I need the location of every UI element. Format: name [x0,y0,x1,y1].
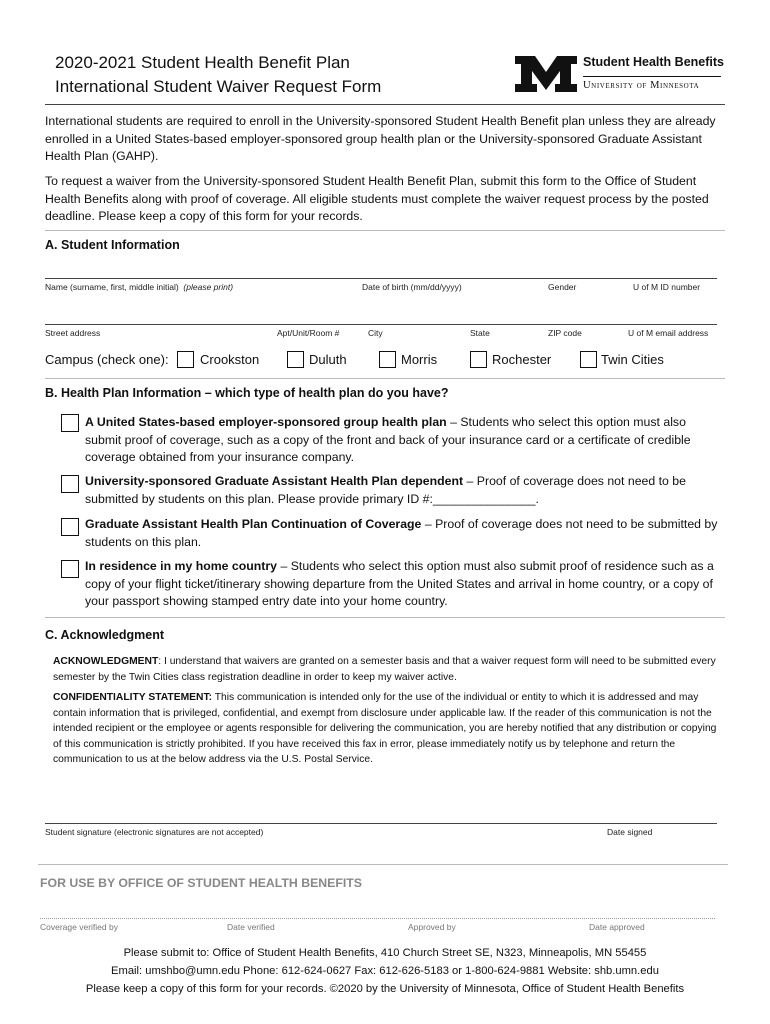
section-b-heading: B. Health Plan Information – which type of health plan do you have? [45,386,449,400]
campus-checkbox-twin-cities[interactable] [580,351,597,368]
date-verified-label: Date verified [227,922,275,932]
street-label: Street address [45,328,101,338]
campus-option-morris: Morris [401,352,438,367]
section-a-divider [45,378,725,379]
intro-paragraph-2: To request a waiver from the University-sponsored Student Health Benefit Plan, submit this form to the Office of Student Health Benefits along with proof of coverage. All eligible students must complete the waiver request process by the posted deadline. Please keep a copy of this form for your records. [45,174,709,223]
section-b-divider [45,617,725,618]
dob-label: Date of birth (mm/dd/yyyy) [362,282,462,292]
plan-checkbox-gahp-dependent[interactable] [61,475,79,493]
row2-input-line[interactable] [45,324,717,325]
plan-option-employer: A United States-based employer-sponsored group health plan – Students who select this option must also submit proof of coverage, such as a copy of the front and back of your insurance card or a certificate of credible coverage obtained from your insurance company. [85,415,691,464]
signature-line[interactable] [45,823,717,824]
brand-name: Student Health Benefits [583,55,724,69]
brand-divider [583,76,721,77]
campus-option-twin-cities: Twin Cities [601,352,664,367]
plan-option-gahp-dependent: University-sponsored Graduate Assistant Health Plan dependent – Proof of coverage does not need to be submitted by students on this plan. Please provide primary ID #:_______________. [85,474,686,506]
campus-checkbox-rochester[interactable] [470,351,487,368]
footer-copyright: Please keep a copy of this form for your records. ©2020 by the University of Minnesota, Office of Student Health Benefits [85,983,685,995]
plan-option-home-country: In residence in my home country – Students who select this option must also submit proof of residence such as a copy of your flight ticket/itinerary showing departure from the United States and arrival in home country, or a copy of your passport showing stamped entry date into your home country. [85,559,714,608]
apt-label: Apt/Unit/Room # [277,328,340,338]
date-approved-label: Date approved [589,922,645,932]
acknowledgment-text: ACKNOWLEDGMENT: I understand that waivers are granted on a semester basis and that a waiver request form will need to be submitted every semester by the Twin Cities class registration deadline in order to keep my waiver active. [53,656,716,683]
footer-contact: Email: umshbo@umn.edu Phone: 612-624-0627 Fax: 612-626-5183 or 1-800-624-9881 Website: shb.umn.edu [111,965,659,977]
header-divider [45,104,725,105]
approved-by-label: Approved by [408,922,456,932]
form-title-line2: International Student Waiver Request Form [55,77,382,96]
date-signed-label: Date signed [607,827,653,837]
email-label: U of M email address [628,328,709,338]
intro-paragraph-1: International students are required to enroll in the University-sponsored Student Health Benefit plan unless they are already enrolled in a United States-based employer-sponsored group health plan or the University-sponsored Graduate Assistant Health Plan (GAHP). [45,114,716,163]
campus-checkbox-crookston[interactable] [177,351,194,368]
campus-option-crookston: Crookston [200,352,260,367]
office-use-heading: FOR USE BY OFFICE OF STUDENT HEALTH BENEFITS [40,876,363,890]
university-m-logo [515,56,577,97]
campus-option-duluth: Duluth [309,352,347,367]
plan-checkbox-home-country[interactable] [61,560,79,578]
form-title-line1: 2020-2021 Student Health Benefit Plan [55,53,350,72]
state-label: State [470,328,490,338]
office-use-line [40,918,715,919]
plan-checkbox-gahp-continuation[interactable] [61,518,79,536]
footer-address: Please submit to: Office of Student Health Benefits, 410 Church Street SE, N323, Minneapolis, MN 55455 [123,947,647,959]
campus-checkbox-morris[interactable] [379,351,396,368]
zip-label: ZIP code [548,328,582,338]
campus-label: Campus (check one): [45,352,169,367]
row1-input-line[interactable] [45,278,717,279]
confidentiality-statement: CONFIDENTIALITY STATEMENT: This communication is intended only for the use of the individual or entity to which it is addressed and may contain information that is privileged, confidential, and exempt from disclosure under applicable law. If the reader of this communication is not the intended recipient or the employee or agents responsible for delivering the communication, you are hereby notified that any distribution or copying of this communication is strictly prohibited. If you have received this fax in error, please immediately notify us by telephone and return the communication to us at the below address via the U.S. Postal Service. [53,692,717,766]
signature-label: Student signature (electronic signatures are not accepted) [45,827,264,837]
campus-option-rochester: Rochester [492,352,552,367]
plan-option-gahp-continuation: Graduate Assistant Health Plan Continuation of Coverage – Proof of coverage does not need to be submitted by students on this plan. [85,517,718,549]
campus-checkbox-duluth[interactable] [287,351,304,368]
name-label: Name (surname, first, middle initial) (please print) [45,282,234,292]
intro-divider [45,230,725,231]
university-name: University of Minnesota [583,80,700,91]
section-c-heading: C. Acknowledgment [45,628,164,642]
city-label: City [368,328,383,338]
plan-checkbox-employer[interactable] [61,414,79,432]
gender-label: Gender [548,282,577,292]
section-c-divider [38,864,728,865]
umid-label: U of M ID number [633,282,701,292]
coverage-verified-by-label: Coverage verified by [40,922,118,932]
section-a-heading: A. Student Information [45,238,180,252]
